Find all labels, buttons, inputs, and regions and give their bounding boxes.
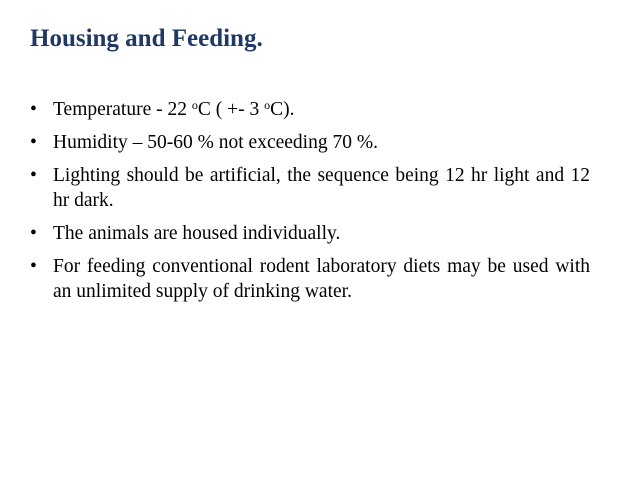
bullet-text-humidity: Humidity – 50-60 % not exceeding 70 %.	[53, 132, 378, 153]
bullet-text-housing: The animals are housed individually.	[53, 223, 341, 244]
degree-superscript: o	[191, 98, 198, 112]
bullet-dot: •	[30, 99, 37, 120]
bullet-dot: •	[30, 165, 37, 186]
bullet-text-temperature: Temperature - 22 $^o$C ( +- 3 $^o$C).	[53, 98, 295, 120]
bullet-item-housing	[30, 221, 590, 246]
bullet-item-lighting	[30, 163, 590, 213]
degree-superscript: o	[264, 98, 271, 112]
bullet-item-temperature	[30, 97, 590, 122]
bullet-dot: •	[30, 223, 37, 244]
slide-title: Housing and Feeding.	[30, 25, 263, 52]
bullet-dot: •	[30, 256, 37, 277]
bullet-dot: •	[30, 132, 37, 153]
bullet-item-humidity	[30, 130, 590, 155]
bullet-list	[30, 97, 590, 304]
bullet-text-feeding: For feeding conventional rodent laboratory diets may be used with an unlimited supply of drinking water.	[53, 256, 590, 302]
bullet-text-lighting: Lighting should be artificial, the sequence being 12 hr light and 12 hr dark.	[53, 165, 590, 211]
bullet-item-feeding	[30, 254, 590, 304]
